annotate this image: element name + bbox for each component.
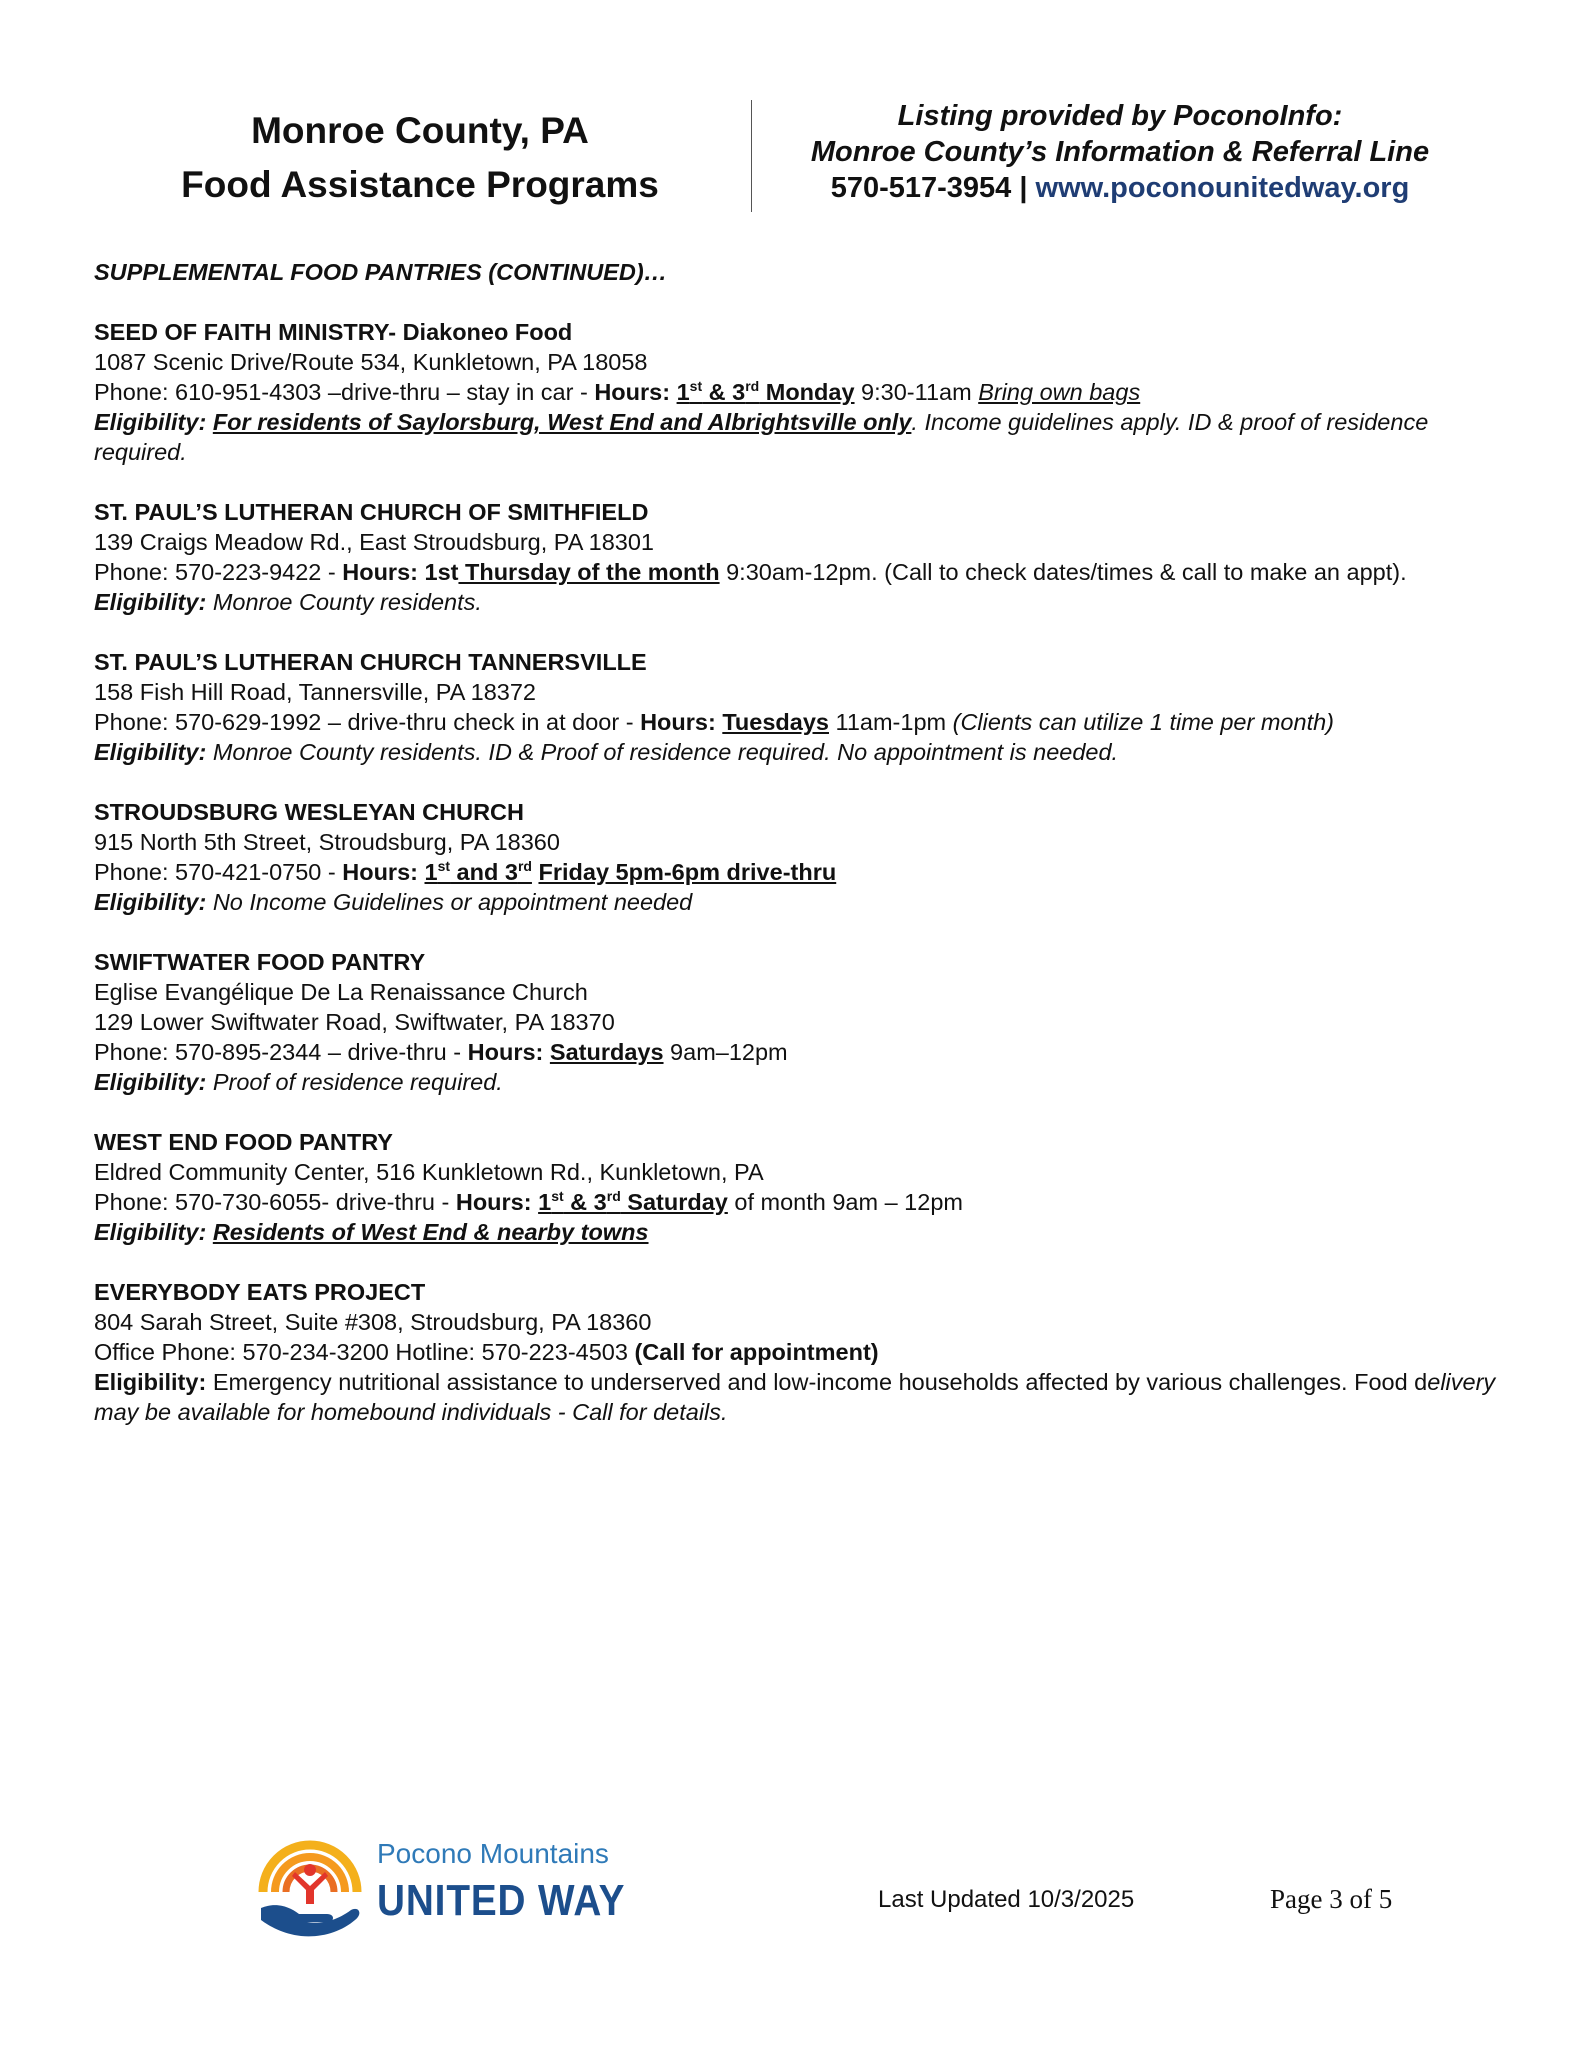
hours-days: 1st & 3rd Monday <box>676 378 855 405</box>
hours-days: 1st & 3rd Saturday <box>538 1188 728 1215</box>
phone-label: Phone: <box>94 1039 176 1065</box>
pantry-name: ST. PAUL’S LUTHERAN CHURCH OF SMITHFIELD <box>94 499 649 525</box>
pantry-note: (Clients can utilize 1 time per month) <box>952 709 1334 735</box>
page-header <box>0 98 1583 214</box>
referral-phone: 570-517-3954 <box>830 172 1012 204</box>
pantry-entry-swiftwater <box>94 947 1514 1097</box>
pantry-name: SEED OF FAITH MINISTRY- Diakoneo Food <box>94 319 573 345</box>
hours-time: 9:30am-12pm. (Call to check dates/times & call to make an appt). <box>719 559 1407 585</box>
pantry-phone-hours <box>94 1337 1514 1367</box>
pantry-address: 129 Lower Swiftwater Road, Swiftwater, PA 18370 <box>94 1009 615 1035</box>
delivery-note-start: Food d <box>1354 1369 1428 1395</box>
hours-days: 1st and 3rd <box>424 858 532 885</box>
phone-label: Phone: <box>94 1189 176 1215</box>
phone-value: 570-895-2344 – drive-thru - <box>175 1039 468 1065</box>
eligibility-label: Eligibility: <box>94 739 213 765</box>
pantry-phone-hours <box>94 857 1514 887</box>
logo-text-pocono: Pocono Mountains <box>377 1838 609 1869</box>
pantry-eligibility <box>94 587 1514 617</box>
pantry-entry-st-pauls-tannersville <box>94 647 1514 767</box>
hours-time: 9:30-11am <box>854 379 979 405</box>
page-number: Page 3 of 5 <box>1270 1884 1393 1914</box>
eligibility-label: Eligibility: <box>94 409 213 435</box>
pantry-eligibility <box>94 1067 1514 1097</box>
pantry-entry-seed-of-faith <box>94 317 1514 467</box>
delivery-note: elivery may be available for homebound individuals - Call for details. <box>94 1369 1496 1425</box>
pantry-name: WEST END FOOD PANTRY <box>94 1129 393 1155</box>
phone-label: Phone: <box>94 379 176 405</box>
eligibility-text: Monroe County residents. ID & Proof of residence required. No appointment is needed. <box>212 739 1119 765</box>
pantry-address: Eldred Community Center, 516 Kunkletown Rd., Kunkletown, PA <box>94 1159 764 1185</box>
hours-label: Hours: <box>594 379 677 405</box>
pantry-eligibility <box>94 737 1514 767</box>
pantry-phone-hours <box>94 377 1514 407</box>
eligibility-label: Eligibility: <box>94 1369 213 1395</box>
united-way-logo-icon <box>255 1830 365 1942</box>
eligibility-label: Eligibility: <box>94 1069 213 1095</box>
listing-provider: Listing provided by PoconoInfo: <box>897 100 1343 132</box>
pantry-eligibility <box>94 887 1514 917</box>
pantry-phone-hours <box>94 557 1514 587</box>
header-divider <box>751 100 752 212</box>
pantry-entry-everybody-eats <box>94 1277 1514 1427</box>
eligibility-label: Eligibility: <box>94 889 213 915</box>
eligibility-highlight: For residents of Saylorsburg, West End and Albrightsville only <box>212 409 912 435</box>
pantry-phone-hours <box>94 1037 1514 1067</box>
hours-time: of month 9am – 12pm <box>727 1189 963 1215</box>
listing-info <box>770 98 1470 206</box>
pantry-host: Eglise Evangélique De La Renaissance Church <box>94 979 588 1005</box>
pantry-entry-st-pauls-smithfield <box>94 497 1514 617</box>
hours-label: Hours: <box>467 1039 550 1065</box>
hours-label: Hours: <box>342 559 425 585</box>
document-title <box>120 104 720 212</box>
hours-days: Tuesdays <box>722 709 829 735</box>
website-link[interactable]: www.poconounitedway.org <box>1035 172 1410 204</box>
hours-time: Friday 5pm-6pm drive-thru <box>538 859 837 885</box>
pantry-address: 1087 Scenic Drive/Route 534, Kunkletown, PA 18058 <box>94 349 648 375</box>
eligibility-text: Monroe County residents. <box>212 589 482 615</box>
eligibility-text: . Income guidelines apply. ID & proof of residence required. <box>94 409 1429 465</box>
phone-value: 570-421-0750 - <box>175 859 343 885</box>
eligibility-label: Eligibility: <box>94 589 213 615</box>
pantry-eligibility <box>94 407 1514 467</box>
pantry-address: 915 North 5th Street, Stroudsburg, PA 18360 <box>94 829 560 855</box>
pantry-entry-stroudsburg-wesleyan <box>94 797 1514 917</box>
pantry-phone-hours <box>94 1187 1514 1217</box>
phone-value: 570-223-9422 - <box>175 559 343 585</box>
pantry-listing <box>94 257 1514 1427</box>
pantry-name: EVERYBODY EATS PROJECT <box>94 1279 426 1305</box>
hours-label: Hours: <box>640 709 723 735</box>
section-title: SUPPLEMENTAL FOOD PANTRIES (CONTINUED)… <box>94 259 668 285</box>
title-line-2: Food Assistance Programs <box>181 164 659 205</box>
hours-ordinal: 1st <box>424 559 459 585</box>
phone-label: Phone: <box>94 709 176 735</box>
referral-line-name: Monroe County’s Information & Referral Line <box>810 136 1430 168</box>
hours-days: Saturdays <box>549 1039 664 1065</box>
pantry-name: ST. PAUL’S LUTHERAN CHURCH TANNERSVILLE <box>94 649 647 675</box>
pantry-phone-hours <box>94 707 1514 737</box>
hours-time: 11am-1pm <box>828 709 953 735</box>
eligibility-text: No Income Guidelines or appointment needed <box>212 889 693 915</box>
hours-label: Hours: <box>455 1189 539 1215</box>
phone-value: 610-951-4303 –drive-thru – stay in car - <box>175 379 595 405</box>
appointment-note: (Call for appointment) <box>634 1339 879 1365</box>
pantry-entry-west-end <box>94 1127 1514 1247</box>
hours-time: 9am–12pm <box>663 1039 788 1065</box>
pantry-eligibility <box>94 1367 1514 1427</box>
pantry-note: Bring own bags <box>978 379 1141 405</box>
pantry-address: 158 Fish Hill Road, Tannersville, PA 18372 <box>94 679 536 705</box>
pantry-address: 804 Sarah Street, Suite #308, Stroudsburg, PA 18360 <box>94 1309 652 1335</box>
pantry-name: STROUDSBURG WESLEYAN CHURCH <box>94 799 524 825</box>
pantry-address: 139 Craigs Meadow Rd., East Stroudsburg, PA 18301 <box>94 529 654 555</box>
eligibility-text: Emergency nutritional assistance to underserved and low-income households affected by various challenges. <box>212 1369 1355 1395</box>
pantry-name: SWIFTWATER FOOD PANTRY <box>94 949 426 975</box>
phone-value: 570-629-1992 – drive-thru check in at door - <box>175 709 641 735</box>
hours-label: Hours: <box>342 859 425 885</box>
logo-text-united-way: UNITED WAY <box>377 1876 626 1925</box>
pantry-eligibility <box>94 1217 1514 1247</box>
phone-label: Phone: <box>94 559 176 585</box>
referral-contact <box>770 170 1470 206</box>
eligibility-highlight: Residents of West End & nearby towns <box>212 1219 649 1245</box>
page-footer <box>0 1820 1583 1950</box>
last-updated: Last Updated 10/3/2025 <box>878 1886 1135 1913</box>
phone-label: Phone: <box>94 859 176 885</box>
title-line-1: Monroe County, PA <box>251 110 589 151</box>
eligibility-label: Eligibility: <box>94 1219 213 1245</box>
hours-days: Thursday of the month <box>458 559 720 585</box>
phone-value: 570-730-6055- drive-thru - <box>175 1189 456 1215</box>
contact-separator: | <box>1011 172 1036 204</box>
phone-value: Office Phone: 570-234-3200 Hotline: 570-223-4503 <box>94 1339 635 1365</box>
eligibility-text: Proof of residence required. <box>212 1069 503 1095</box>
